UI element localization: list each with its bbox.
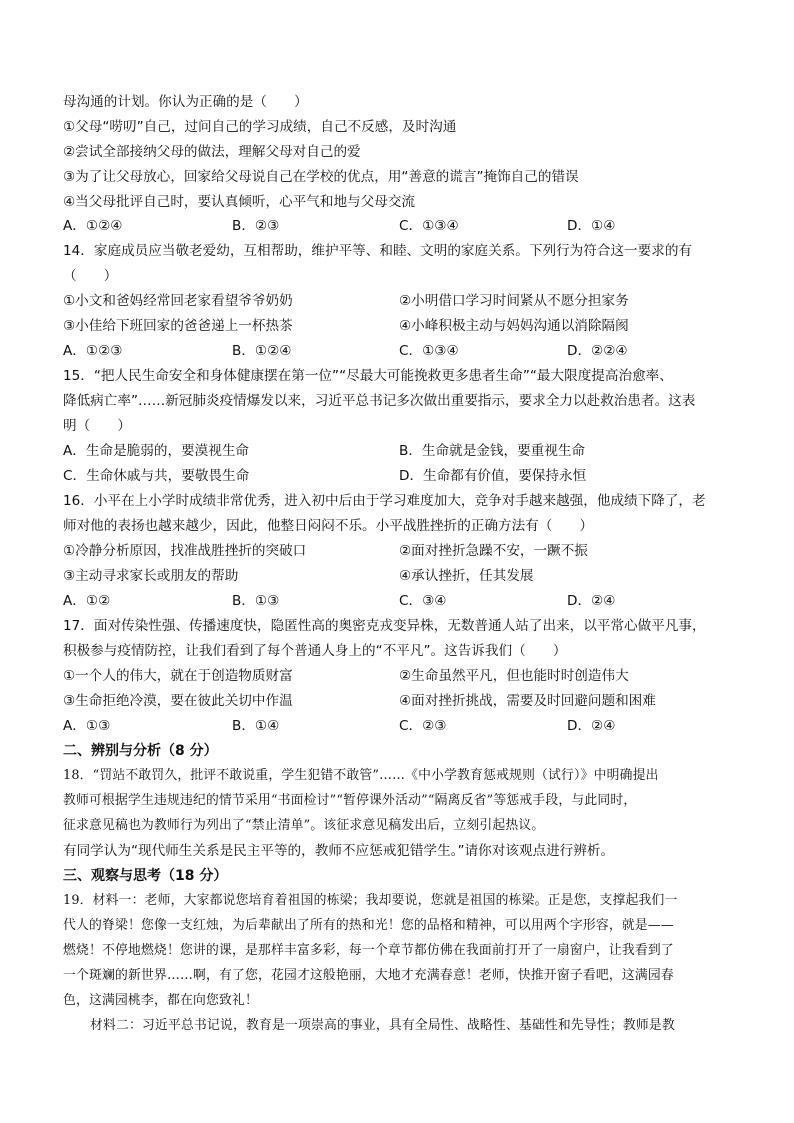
- q14-item-3: ③小佳给下班回家的爸爸递上一杯热茶: [63, 318, 293, 334]
- q15-option-a[interactable]: A．生命是脆弱的，要漠视生命: [63, 443, 250, 459]
- q15-option-b[interactable]: B．生命就是金钱，要重视生命: [399, 443, 586, 459]
- q14-item-1: ①小文和爸妈经常回老家看望爷爷奶奶: [63, 293, 293, 309]
- q13-item-1: ①父母“唠叨”自己，过问自己的学习成绩，自己不反感，及时沟通: [63, 119, 457, 135]
- q13-item-2: ②尝试全部接纳父母的做法，理解父母对自己的爱: [63, 144, 361, 160]
- q16-item-3: ③主动寻求家长或朋友的帮助: [63, 568, 239, 584]
- q16-option-d[interactable]: D．②④: [567, 593, 616, 609]
- q15-option-d[interactable]: D．生命都有价值，要保持永恒: [399, 468, 587, 484]
- q17-option-c[interactable]: C．②③: [399, 718, 447, 734]
- q18-question: 有同学认为“现代师生关系是民主平等的，教师不应惩戒犯错学生。”请你对该观点进行辨析。: [63, 843, 615, 859]
- q13-stem-tail: 母沟通的计划。你认为正确的是（ ）: [63, 94, 308, 110]
- q15-stem-line-3: 明（ ）: [63, 418, 131, 434]
- q18-material-line-1: 18．“罚站不敢罚久，批评不敢说重，学生犯错不敢管”……《中小学教育惩戒规则（试行）》中明确提出: [63, 768, 659, 783]
- q16-stem-line-2: 师对他的表扬也越来越少，因此，他整日闷闷不乐。小平战胜挫折的正确方法有（ ）: [63, 518, 594, 534]
- q13-option-c[interactable]: C．①③④: [399, 218, 459, 234]
- q17-stem-line-1: 17．面对传染性强、传播速度快，隐匿性高的奥密克戎变异株，无数普通人站了出来，以平常心做平凡事，: [63, 618, 706, 634]
- q13-item-3: ③为了让父母放心，回家给父母说自己在学校的优点，用“善意的谎言”掩饰自己的错误: [63, 169, 579, 185]
- q17-option-d[interactable]: D．②④: [567, 718, 616, 734]
- q16-item-2: ②面对挫折急躁不安，一蹶不振: [399, 543, 588, 559]
- q18-material-line-3: 征求意见稿也为教师行为列出了“禁止清单”。该征求意见稿发出后，立刻引起热议。: [63, 818, 545, 833]
- section-2-title: 二、辨别与分析（8 分）: [63, 743, 218, 759]
- q14-item-4: ④小峰积极主动与妈妈沟通以消除隔阂: [399, 318, 629, 334]
- q14-option-d[interactable]: D．②②④: [567, 343, 628, 359]
- q19-material1-line-5: 色，这满园桃李，都在向您致礼！: [63, 993, 258, 1008]
- q16-option-b[interactable]: B．①③: [232, 593, 280, 609]
- q17-item-4: ④面对挫折挑战，需要及时回避问题和困难: [399, 693, 656, 709]
- q14-stem-line-1: 14．家庭成员应当敬老爱幼，互相帮助，维护平等、和睦、文明的家庭关系。下列行为符合这一要求的有: [63, 243, 693, 259]
- q14-item-2: ②小明借口学习时间紧从不愿分担家务: [399, 293, 629, 309]
- q19-material1-line-4: 一个斑斓的新世界……啊，有了您，花园才这般艳丽，大地才充满春意！老师，快推开窗子看吧，这满园春: [63, 968, 674, 983]
- section-3-title: 三、观察与思考（18 分）: [63, 868, 228, 884]
- q13-item-4: ④当父母批评自己时，要认真倾听，心平气和地与父母交流: [63, 194, 416, 210]
- q16-option-c[interactable]: C．③④: [399, 593, 447, 609]
- q19-material1-line-1: 19．材料一：老师，大家都说您培育着祖国的栋梁；我却要说，您就是祖国的栋梁。正是您，支撑起我们一: [63, 893, 678, 908]
- q15-stem-line-1: 15．“把人民生命安全和身体健康摆在第一位”“尽最大可能挽救更多患者生命”“最大限度提高治愈率、: [63, 368, 673, 384]
- q13-option-b[interactable]: B．②③: [232, 218, 280, 234]
- q14-stem-line-2: （ ）: [63, 268, 118, 284]
- q13-option-a[interactable]: A．①②④: [63, 218, 123, 234]
- q14-option-a[interactable]: A．①②③: [63, 343, 123, 359]
- q14-option-c[interactable]: C．①③④: [399, 343, 459, 359]
- q16-option-a[interactable]: A．①②: [63, 593, 111, 609]
- q18-material-line-2: 教师可根据学生违规违纪的情节采用“书面检讨”“暂停课外活动”“隔离反省”等惩戒手段，与此同时，: [63, 793, 637, 808]
- q16-item-1: ①冷静分析原因，找准战胜挫折的突破口: [63, 543, 307, 559]
- q17-item-2: ②生命虽然平凡，但也能时时创造伟大: [399, 668, 629, 684]
- q15-stem-line-2: 降低病亡率”……新冠肺炎疫情爆发以来，习近平总书记多次做出重要指示，要求全力以赴救治患者。这表: [63, 393, 696, 409]
- q19-material2-line-1: 材料二：习近平总书记说，教育是一项崇高的事业，具有全局性、战略性、基础性和先导性；教师是教: [90, 1018, 675, 1033]
- q17-stem-line-2: 积极参与疫情防控，让我们看到了每个普通人身上的“不平凡”。这告诉我们（ ）: [63, 643, 567, 659]
- q19-material1-line-2: 代人的脊梁！您像一支红烛，为后辈献出了所有的热和光！您的品格和精神，可以用两个字形容，就是——: [63, 918, 674, 933]
- q14-option-b[interactable]: B．①②④: [232, 343, 292, 359]
- q17-option-a[interactable]: A．①③: [63, 718, 111, 734]
- q17-item-1: ①一个人的伟大，就在于创造物质财富: [63, 668, 293, 684]
- q17-item-3: ③生命拒绝冷漠，要在彼此关切中作温: [63, 693, 293, 709]
- q13-option-d[interactable]: D．①④: [567, 218, 616, 234]
- q16-item-4: ④承认挫折，任其发展: [399, 568, 534, 584]
- q15-option-c[interactable]: C．生命休戚与共，要敬畏生命: [63, 468, 250, 484]
- q16-stem-line-1: 16．小平在上小学时成绩非常优秀，进入初中后由于学习难度加大，竞争对手越来越强，他成绩下降了，老: [63, 493, 706, 509]
- q17-option-b[interactable]: B．①④: [232, 718, 280, 734]
- q19-material1-line-3: 燃烧！不停地燃烧！您讲的课，是那样丰富多彩，每一个章节都仿佛在我面前打开了一扇窗户，让我看到了: [63, 943, 674, 958]
